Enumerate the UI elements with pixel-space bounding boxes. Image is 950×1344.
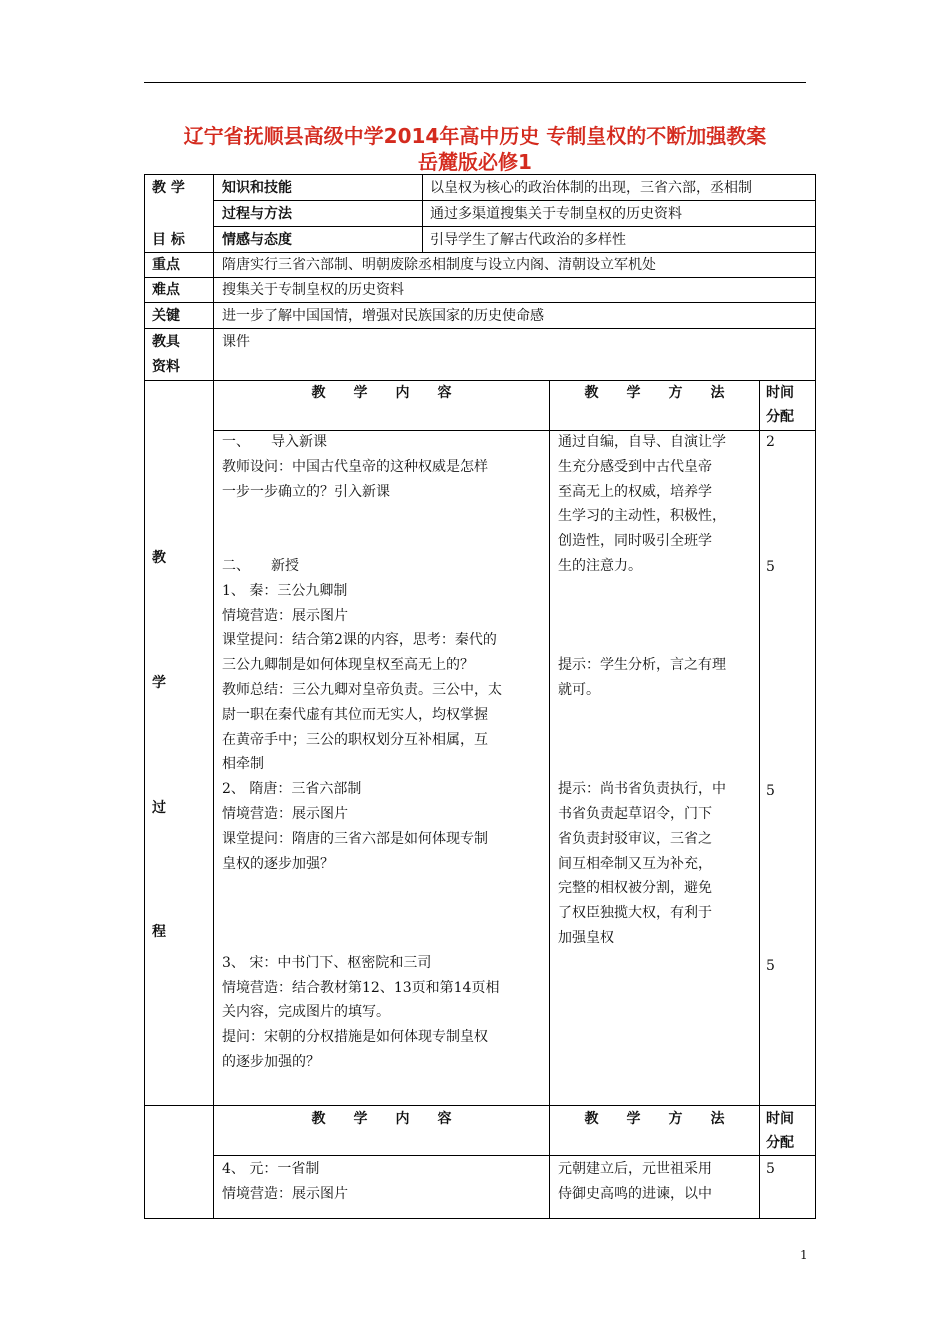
document-title: 辽宁省抚顺县高级中学2014年高中历史 专制皇权的不断加强教案 xyxy=(183,124,767,148)
header-content: 教 学 内 容 xyxy=(311,385,452,401)
text-line: 至高无上的权威，培养学 xyxy=(558,483,712,500)
text-line: 完整的相权被分割，避免 xyxy=(558,880,712,897)
text-line: 就可。 xyxy=(558,681,600,698)
text-line: 间互相牵制又互为补充， xyxy=(558,855,712,872)
time-value-2: 5 xyxy=(766,1161,775,1177)
teaching-method-2 xyxy=(558,1157,712,1207)
row-value-focus: 隋唐实行三省六部制、明朝废除丞相制度与设立内阁、清朝设立军机处 xyxy=(222,257,656,273)
goals-header-bottom: 目 标 xyxy=(152,232,185,248)
text-line: 侍御史高鸣的进谏，以中 xyxy=(558,1185,712,1202)
text-line: 创造性，同时吸引全班学 xyxy=(558,533,712,550)
text-line: 书省负责起草诏令，门下 xyxy=(558,805,712,822)
text-line: 情境营造：结合教材第12、13页和第14页相 xyxy=(222,979,500,996)
text-line xyxy=(558,628,726,653)
text-line: 情境营造：展示图片 xyxy=(222,607,348,624)
text-line: 情境营造：展示图片 xyxy=(222,805,348,822)
header-time-1: 时间 xyxy=(766,385,794,401)
goal-value-emotion: 引导学生了解古代政治的多样性 xyxy=(430,232,626,248)
time-value: 2 xyxy=(766,434,775,450)
text-line xyxy=(558,752,726,777)
goal-label-knowledge: 知识和技能 xyxy=(222,180,292,196)
header-time-2-1: 时间 xyxy=(766,1111,794,1127)
process-side-char: 学 xyxy=(152,675,166,691)
text-line: 生学习的主动性，积极性， xyxy=(558,508,726,525)
header-method: 教 学 方 法 xyxy=(584,385,725,401)
goals-header-top: 教 学 xyxy=(152,180,185,196)
process-side-char: 过 xyxy=(152,800,166,816)
process-side-char: 教 xyxy=(152,550,166,566)
text-line xyxy=(558,728,726,753)
text-line: 元朝建立后，元世祖采用 xyxy=(558,1161,712,1177)
text-line: 相牵制 xyxy=(222,756,264,773)
header-content-2: 教 学 内 容 xyxy=(311,1111,452,1127)
row-label-key: 关键 xyxy=(152,308,180,324)
text-line: 情境营造：展示图片 xyxy=(222,1185,348,1202)
text-line xyxy=(222,504,502,529)
goal-value-process: 通过多渠道搜集关于专制皇权的历史资料 xyxy=(430,206,682,222)
row-value-difficulty: 搜集关于专制皇权的历史资料 xyxy=(222,282,404,298)
text-line xyxy=(558,703,726,728)
process-side-char: 程 xyxy=(152,924,166,940)
header-time-2-2: 分配 xyxy=(766,1135,794,1151)
text-line: 一、 导入新课 xyxy=(222,434,327,450)
text-line: 1、 秦：三公九卿制 xyxy=(222,582,348,599)
text-line: 教师总结：三公九卿对皇帝负责。三公中，太 xyxy=(222,681,502,698)
teaching-method xyxy=(558,430,726,951)
text-line: 4、 元：一省制 xyxy=(222,1161,320,1177)
text-line xyxy=(222,529,502,554)
text-line xyxy=(222,876,502,901)
materials-label-2: 资料 xyxy=(152,359,180,375)
text-line xyxy=(558,579,726,604)
text-line: 二、 新授 xyxy=(222,557,299,574)
time-value: 5 xyxy=(766,958,775,974)
text-line: 课堂提问：隋唐的三省六部是如何体现专制 xyxy=(222,830,488,847)
text-line: 3、 宋：中书门下、枢密院和三司 xyxy=(222,954,432,971)
teaching-content-2 xyxy=(222,1157,348,1207)
text-line: 提示：尚书省负责执行，中 xyxy=(558,781,726,798)
text-line: 生充分感受到中古代皇帝 xyxy=(558,458,712,475)
materials-label-1: 教具 xyxy=(152,334,180,350)
text-line: 省负责封驳审议，三省之 xyxy=(558,830,712,847)
text-line xyxy=(222,901,502,926)
header-rule xyxy=(144,82,806,83)
row-value-key: 进一步了解中国国情，增强对民族国家的历史使命感 xyxy=(222,308,544,324)
document-subtitle: 岳麓版必修1 xyxy=(418,150,532,174)
text-line: 三公九卿制是如何体现皇权至高无上的？ xyxy=(222,657,474,674)
row-label-difficulty: 难点 xyxy=(152,282,180,298)
header-method-2: 教 学 方 法 xyxy=(584,1111,725,1127)
text-line xyxy=(558,604,726,629)
goal-value-knowledge: 以皇权为核心的政治体制的出现，三省六部，丞相制 xyxy=(430,180,752,196)
text-line: 通过自编，自导、自演让学 xyxy=(558,434,726,450)
text-line: 尉一职在秦代虚有其位而无实人，均权掌握 xyxy=(222,706,488,723)
teaching-content xyxy=(222,430,502,1075)
text-line: 关内容，完成图片的填写。 xyxy=(222,1004,390,1021)
materials-value: 课件 xyxy=(222,334,250,350)
time-value: 5 xyxy=(766,559,775,575)
text-line xyxy=(222,926,502,951)
text-line: 2、 隋唐：三省六部制 xyxy=(222,781,362,798)
page-number: 1 xyxy=(800,1248,808,1262)
time-value: 5 xyxy=(766,783,775,799)
text-line: 生的注意力。 xyxy=(558,557,642,574)
text-line: 加强皇权 xyxy=(558,929,614,946)
text-line: 皇权的逐步加强？ xyxy=(222,855,334,872)
header-time-2: 分配 xyxy=(766,409,794,425)
text-line: 提示：学生分析，言之有理 xyxy=(558,657,726,674)
text-line: 教师设问：中国古代皇帝的这种权威是怎样 xyxy=(222,458,488,475)
text-line: 一步一步确立的？引入新课 xyxy=(222,483,390,500)
goal-label-process: 过程与方法 xyxy=(222,206,292,222)
text-line: 了权臣独揽大权，有利于 xyxy=(558,905,712,922)
goal-label-emotion: 情感与态度 xyxy=(222,232,292,248)
text-line: 课堂提问：结合第2课的内容，思考：秦代的 xyxy=(222,632,497,649)
text-line: 在黄帝手中；三公的职权划分互补相属，互 xyxy=(222,731,488,748)
text-line: 提问：宋朝的分权措施是如何体现专制皇权 xyxy=(222,1029,488,1046)
text-line: 的逐步加强的？ xyxy=(222,1053,320,1070)
row-label-focus: 重点 xyxy=(152,257,180,273)
